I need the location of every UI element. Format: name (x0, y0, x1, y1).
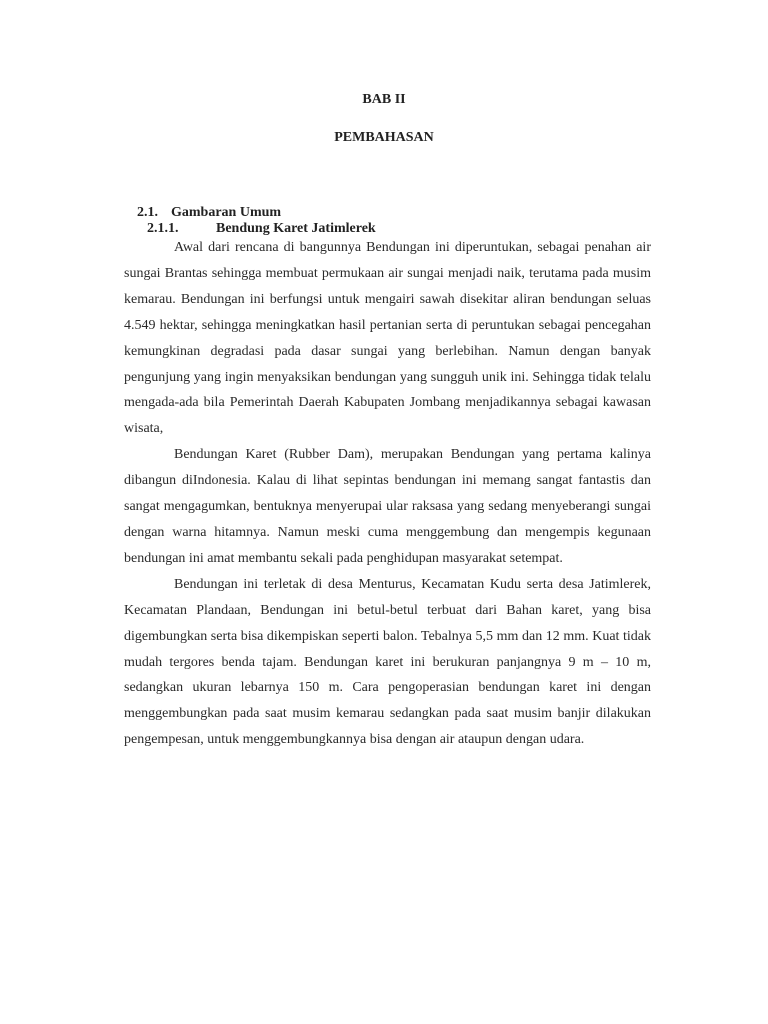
paragraph: Bendungan ini terletak di desa Menturus, Kecamatan Kudu serta desa Jatimlerek, Kecamatan Plandaan, Bendungan ini betul-betul terbuat dari Bahan karet, yang bisa digembungkan serta bisa dikempiskan seperti balon. Tebalnya 5,5 mm dan 12 mm. Kuat tidak mudah tergores benda tajam. Bendungan karet ini berukuran panjangnya 9 m – 10 m, sedangkan ukuran lebarnya 150 m. Cara pengoperasian bendungan karet ini dengan menggembungkan pada saat musim kemarau sedangkan pada saat musim banjir dilakukan pengempesan, untuk menggembungkannya bisa dengan air ataupun dengan udara. (124, 576, 651, 748)
paragraph: Bendungan Karet (Rubber Dam), merupakan Bendungan yang pertama kalinya dibangun diIndonesia. Kalau di lihat sepintas bendungan ini memang sangat fantastis dan sangat mengagumkan, bentuknya menyerupai ular raksasa yang sedang menyeberangi sungai dengan warna hitamnya. Namun meski cuma menggembung dan mengempis kegunaan bendungan ini amat membantu sekali pada penghidupan masyarakat setempat. (124, 447, 651, 566)
chapter-title: PEMBAHASAN (334, 130, 434, 145)
section-title: Gambaran Umum (171, 205, 282, 220)
body-text (124, 235, 651, 753)
subsection-number: 2.1.1. (147, 221, 179, 236)
paragraph: Awal dari rencana di bangunnya Bendungan ini diperuntukan, sebagai penahan air sungai Brantas sehingga membuat permukaan air sungai menjadi naik, terutama pada musim kemarau. Bendungan ini berfungsi untuk mengairi sawah disekitar aliran bendungan seluas 4.549 hektar, sehingga meningkatkan hasil pertanian serta di peruntukan sebagai pencegahan kemungkinan degradasi pada dasar sungai yang berlebihan. Namun dengan banyak pengunjung yang ingin menyaksikan bendungan yang sungguh unik ini. Sehingga tidak telalu mengada-ada bila Pemerintah Daerah Kabupaten Jombang menjadikannya sebagai kawasan wisata, (124, 240, 651, 437)
section-number: 2.1. (137, 205, 158, 220)
subsection-title: Bendung Karet Jatimlerek (216, 221, 376, 236)
chapter-number: BAB II (362, 92, 406, 107)
